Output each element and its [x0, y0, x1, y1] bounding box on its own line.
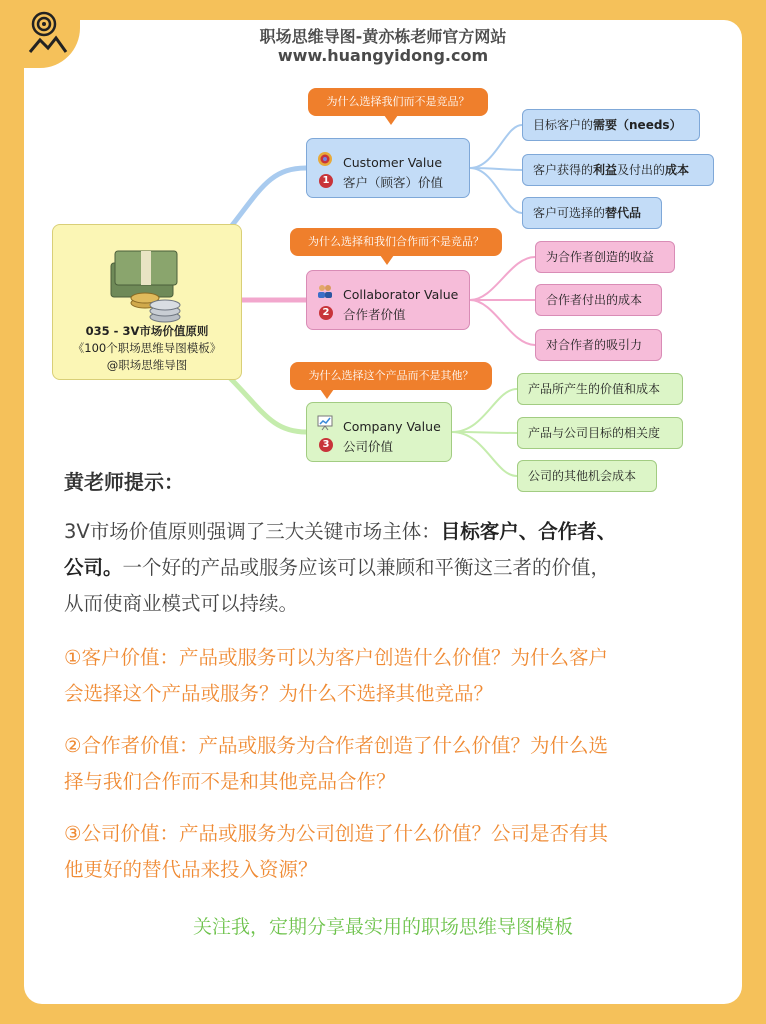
leaf-collaborator-cost[interactable]: 合作者付出的成本	[535, 284, 662, 316]
leaf-bold-text: 成本	[665, 163, 690, 177]
callout-company-text: 为什么选择这个产品而不是其他？	[308, 369, 474, 382]
callout-customer	[308, 88, 488, 116]
site-url[interactable]: www.huangyidong.com	[277, 46, 489, 65]
central-topic-author: @职场思维导图	[106, 358, 188, 372]
leaf-customer-benefit[interactable]	[522, 154, 714, 186]
leaf-customer-substitute[interactable]	[522, 197, 662, 229]
leaf-bold-text: 替代品	[605, 206, 642, 220]
node-company-zh: 公司价值	[343, 439, 394, 454]
hint-customer-line1: ①客户价值：产品或服务可以为客户创造什么价值？为什么客户	[64, 646, 608, 669]
hint-intro-line3: 从而使商业模式可以持续。	[64, 592, 299, 615]
hint-company-line2: 他更好的替代品来投入资源？	[64, 858, 318, 881]
node-customer-zh: 客户（顾客）价值	[343, 175, 444, 190]
hint-customer-line2: 会选择这个产品或服务？为什么不选择其他竞品？	[64, 682, 494, 705]
hint-intro-line2	[64, 550, 716, 586]
leaf-collaborator-revenue[interactable]: 为合作者创造的收益	[535, 241, 675, 273]
central-topic-title: 035 - 3V市场价值原则	[85, 324, 209, 338]
hint-company-value	[64, 816, 716, 888]
leaf-bold-text: 需要（needs）	[593, 118, 682, 132]
central-topic[interactable]	[52, 224, 242, 380]
callout-collaborator	[290, 228, 502, 256]
hint-intro-text: 一个好的产品或服务应该可以兼顾和平衡这三者的价值，	[122, 556, 611, 579]
leaf-customer-needs[interactable]	[522, 109, 700, 141]
callout-tail	[384, 115, 398, 125]
hint-customer-value	[64, 640, 716, 712]
leaf-text: 目标客户的	[533, 118, 594, 132]
leaf-collaborator-attraction[interactable]: 对合作者的吸引力	[535, 329, 662, 361]
leaf-company-opportunity-cost[interactable]: 公司的其他机会成本	[517, 460, 657, 492]
node-company-en: Company Value	[343, 419, 441, 434]
hint-collaborator-line2: 择与我们合作而不是和其他竞品合作？	[64, 770, 396, 793]
callout-tail	[320, 389, 334, 399]
leaf-company-relevance[interactable]: 产品与公司目标的相关度	[517, 417, 683, 449]
number-badge: 1	[319, 174, 333, 188]
presentation-board-icon	[317, 415, 333, 431]
leaf-text: 客户可选择的	[533, 206, 606, 220]
footer-follow: 关注我，定期分享最实用的职场思维导图模板	[192, 916, 573, 938]
site-title: 职场思维导图-黄亦栋老师官方网站	[259, 27, 507, 46]
hint-intro-bold: 目标客户、合作者、	[440, 520, 617, 543]
hint-title: 黄老师提示：	[64, 470, 184, 494]
people-icon	[317, 283, 333, 299]
callout-customer-text: 为什么选择我们而不是竞品？	[326, 95, 470, 108]
hint-intro-line1	[64, 514, 716, 550]
money-stack-icon	[105, 237, 189, 327]
hint-intro-bold: 公司。	[64, 556, 123, 579]
central-topic-book: 《100个职场思维导图模板》	[72, 341, 222, 355]
leaf-text: 客户获得的	[533, 163, 594, 177]
number-badge: 3	[319, 438, 333, 452]
node-collaborator-value[interactable]	[306, 270, 470, 330]
node-collaborator-zh: 合作者价值	[343, 307, 406, 322]
node-customer-value[interactable]	[306, 138, 470, 198]
node-collaborator-en: Collaborator Value	[343, 287, 459, 302]
hint-collaborator-value	[64, 728, 716, 800]
target-icon	[317, 151, 333, 167]
node-company-value[interactable]	[306, 402, 452, 462]
leaf-text: 及付出的	[617, 163, 666, 177]
hint-company-line1: ③公司价值：产品或服务为公司创造了什么价值？公司是否有其	[64, 822, 608, 845]
node-customer-en: Customer Value	[343, 155, 443, 170]
callout-collaborator-text: 为什么选择和我们合作而不是竞品？	[308, 235, 484, 248]
leaf-bold-text: 利益	[593, 163, 618, 177]
hint-collaborator-line1: ②合作者价值：产品或服务为合作者创造了什么价值？为什么选	[64, 734, 608, 757]
hint-intro	[64, 514, 716, 622]
leaf-company-value-cost[interactable]: 产品所产生的价值和成本	[517, 373, 683, 405]
hint-intro-text: 3V市场价值原则强调了三大关键市场主体：	[64, 520, 441, 543]
callout-tail	[380, 255, 394, 265]
callout-company	[290, 362, 492, 390]
number-badge: 2	[319, 306, 333, 320]
